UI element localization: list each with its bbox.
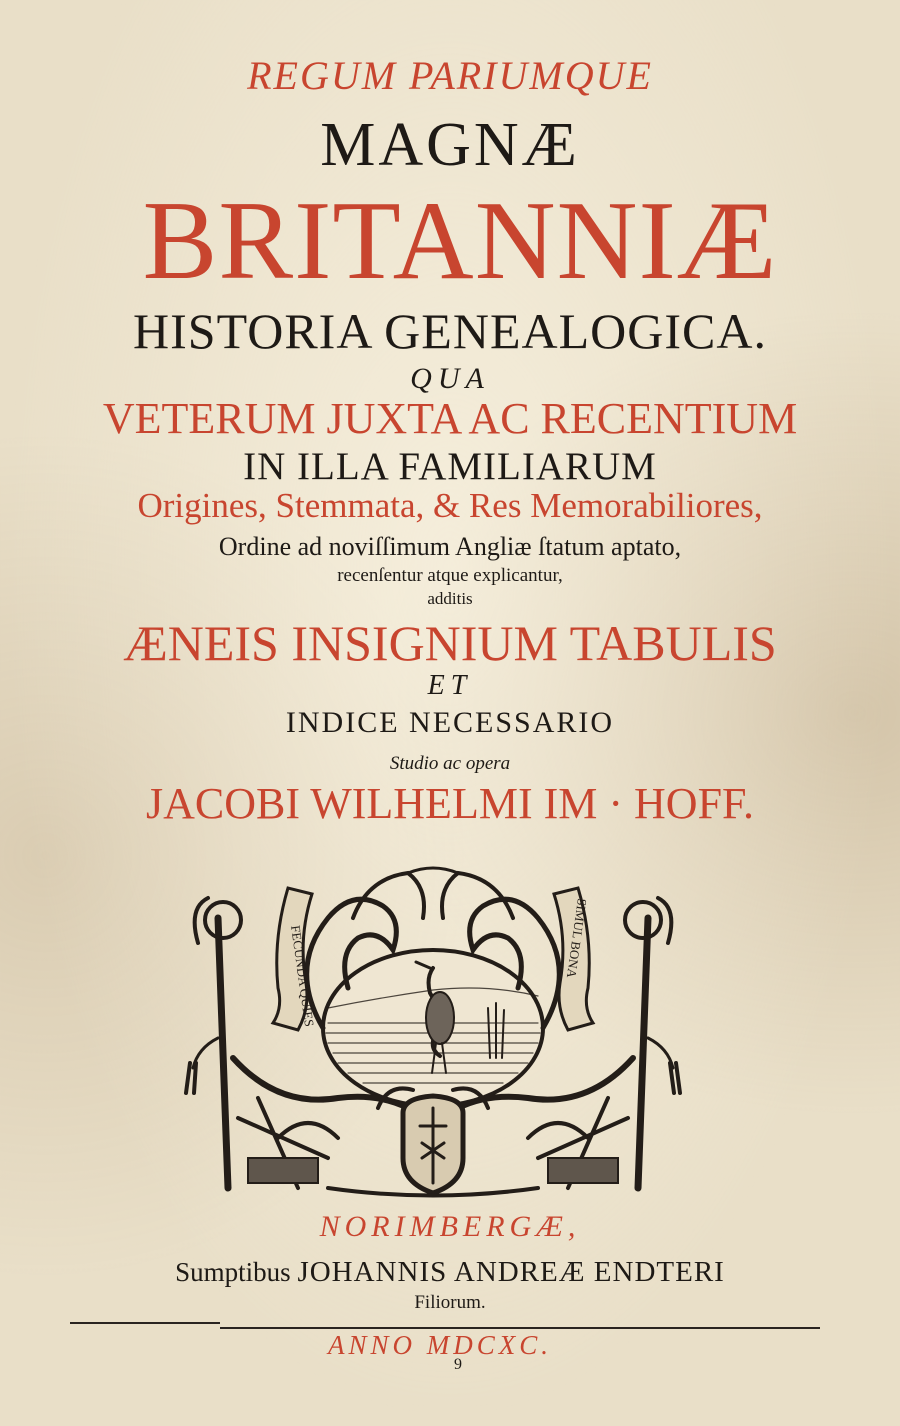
imprint-filiorum: Filiorum. bbox=[414, 1292, 486, 1313]
left-banner-motto: FECUNDA QUIES bbox=[288, 924, 318, 1028]
title-line-aeneis: ÆNEIS INSIGNIUM TABULIS bbox=[123, 615, 777, 671]
title-line-additis: additis bbox=[427, 589, 473, 608]
title-line-ordine: Ordine ad noviſſimum Angliæ ſtatum aptato, bbox=[218, 532, 682, 561]
right-banner-motto: SIMUL BONA bbox=[563, 897, 590, 979]
author-name: JACOBI WILHELMI IM · HOFF. bbox=[146, 779, 754, 828]
imprint-year: ANNO MDCXC. bbox=[327, 1330, 552, 1360]
title-line-historia: HISTORIA GENEALOGICA. bbox=[133, 303, 767, 359]
imprint-rule-right bbox=[220, 1327, 820, 1329]
title-line-veterum: VETERUM JUXTA AC RECENTIUM bbox=[102, 394, 798, 443]
title-line-familiarum: IN ILLA FAMILIARUM bbox=[243, 445, 657, 488]
title-line-regum: REGUM PARIUMQUE bbox=[247, 53, 653, 98]
imprint-publisher: JOHANNIS ANDREÆ ENDTERI bbox=[297, 1256, 725, 1288]
title-line-qua: QUA bbox=[410, 362, 490, 395]
imprint-sumptibus: Sumptibus bbox=[175, 1257, 291, 1287]
title-line-origines: Origines, Stemmata, & Res Memorabiliores, bbox=[137, 486, 763, 525]
imprint-place: NORIMBERGÆ, bbox=[319, 1210, 581, 1243]
title-line-magnae: MAGNÆ bbox=[320, 111, 580, 179]
title-line-recensentur: recenſentur atque explicantur, bbox=[337, 565, 563, 586]
signature-mark: 9 bbox=[454, 1356, 462, 1373]
title-line-indice: INDICE NECESSARIO bbox=[285, 706, 615, 739]
title-line-et: ET bbox=[427, 670, 473, 701]
printer-device-engraving bbox=[178, 858, 688, 1214]
title-line-britanniae: BRITANNIÆ bbox=[142, 179, 778, 303]
imprint-publisher-line bbox=[0, 1258, 900, 1287]
title-line-studio: Studio ac opera bbox=[389, 753, 511, 774]
imprint-rule-left bbox=[70, 1322, 220, 1324]
